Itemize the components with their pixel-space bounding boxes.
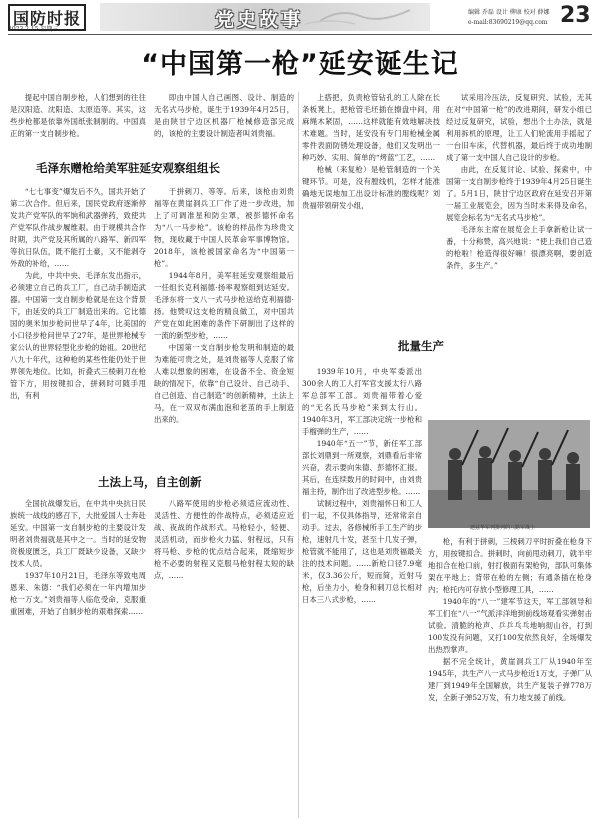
soldiers-illustration-icon [428,420,590,528]
subhead-gift: 毛泽东赠枪给美军驻延安观察组组长 [36,161,220,175]
dove-icon [300,6,420,28]
soldiers-photo [428,420,590,528]
column-divider [298,92,299,818]
column-1-body: “七七事变”爆发后不久，国共开始了第二次合作。但后来，国民党政府逐渐停发共产党军队的军饷和武器弹药，致使共产党军队作战步履维艰。由于规模共合作时期，共产党及其所属的八路军、新四军等抗日队伍，既不能打土豪，又不能剥夺外敌的补给，…… 为此，中共中央、毛泽东发出指示，必须建立自己的兵工厂，自己动手制造武器。中国第一支自制步枪就是在这个背景下，由延安的兵工厂制造出来的。它比德国的奥米加步枪问世早了4年，比美国的小口径步枪问世早了27年，是世界枪械专家公认的世界轻型化步枪的始祖。20世纪八九十年代，这种枪的某些性能仍处于世界领先地位。比如，折叠式三棱刺刀在枪管下方，用按键扣合，拼刺时可随手甩出，有利 [10,187,146,400]
column-3-lower: 1939年10月，中央军委派出300余人的工人打军官支援太行八路军总部军工部。刘贵福带着心爱的“无名氏马步枪”来到太行山。1940年3月，军工部决定统一步枪和手榴弹的生产，…… 1940年“五一”节，新任军工部部长刘鼎到一所观察，刘鼎看后非常兴奋，表示要向朱德、彭德怀汇报。其后，在连续数月的时间中，由刘贵福主持，制作出了改进型步枪。…… 试制过程中，刘贵福怀日和工人们一起，不仅具体指导，还常常亲自动手。过去，各修械所手工生产的步枪，速射几十发，甚至十几发子弹，枪管就不能用了，这也是刘贵福最关注的技术问题。……新枪口径7.9毫米，仅3.36公斤，短而简，近射马枪，后坐力小，枪身和刺刀总长相对日本三八式步枪，…… [302,367,422,604]
column-2-lower: 八路军使用的步枪必须适应流动性、灵活性、方便性的作战特点，必须适应近战、夜战的作战形式。马枪轻小，轻便、灵活机动，而步枪火力猛、射程远，只有将马枪、步枪的优点结合起来，既缩短步枪不必要的射程又克服马枪射程太短的缺点，…… [154,499,294,580]
issue-date: 2023.2.15 星期三 [8,26,59,33]
masthead [0,0,600,36]
column-1-lower: 全国抗战爆发后，在中共中央抗日民族统一战线的感召下，大批爱国人士奔赴延安。中国第一支自制步枪的主要设计发明者刘贵福就是其中之一。当时的延安物资极度匮乏，兵工厂既缺少设备，又缺少技术人员。 1937年10月21日，毛泽东等致电周恩来、朱德：“我们必须在一年内增加步枪一万支。”刘贵福等人临危受命，克服重重困难，开始了自制步枪的艰难探索…… [10,499,146,616]
editor-email: e-mail:83690219@qq.com [468,19,548,26]
header-rule [8,34,592,35]
newspaper-name: 国防时报 [8,4,86,31]
column-1-intro: 提起中国自制步枪，人们想到的往往是汉阳造、沈阳造、太原造等。其实，这些步枪都是依靠外国纸张制制的。中国真正的第一支自制步枪。 [10,93,146,138]
subhead-mass-production: 批量生产 [398,339,444,353]
section-title: 党史故事 [215,9,304,31]
article-headline: “中国第一枪”延安诞生记 [141,49,459,80]
column-3-body: 上搭把，负责枪管钻孔的工人除在长条板凳上，把枪管毛坯插在擦盘中间，用麻绳木紧固，……这样就能有效地解决技术难题。当时，延安没有专门用枪械金属零件表面防锈处理设备，他们又发明出一种巧妙、实用、简单的“烤蓝”工艺，…… 枪械（来复枪）是枪管制造的一个关键环节。可是，没有膛线机，怎样才能准确地无误地加工出设计标准的膛线呢？刘贵福带领研发小组， [302,93,440,210]
column-2-intro: 即由中国人自己画图、设计、制造的无名式马步枪，诞生于1939年4月25日，是由陕甘宁边区机器厂枪械修造部完成的，该枪的主要设计制造者叫刘贵福。 [154,93,294,138]
photo-caption: 迪兹华军列排列的八路军战士 [470,525,536,531]
column-4-lower: 枪，有利于拼刺，三棱刺刀平时折叠在枪身下方，用按键扣合。拼刺时，向前甩动刺刀，就半牢地扣合在枪口前，射打极面有架枪钩，部队可集体架在平地上；背带在枪的左侧；有通条插在枪身内；枪托内可存放小型修理工具，…… 1940年的“八一”建军节这天，军工部领导和军工们在“八一”气派洋洋地到前线场观看实弹射击试验。清脆的枪声、乒乒乓乓地响彻山谷，打到100发没有问题，又打100发依然良好，全场爆发出热烈掌声。 据不完全统计，黄崖洞兵工厂从1940年至1945年，共生产八一式马步枪近1万支，子弹厂从建厂到1949年全国解放，共生产复装子弹778万发，全新子弹52万发，有力地支援了前线。 [428,537,592,702]
column-4-body: 试采用冷压法，反复研究、试验，无其在对“中国第一枪”的改进期间，研发小组已经过反复研究，试验，想出个土办法，就是利用拆机的原理，让工人们轮流用手摇起了一台旧车床，代替机器，最后终于成功地制成了第一支中国人自己设计的步枪。 由此，在反复讨论、试验、探索中，中国第一支自制步枪终于1939年4月25日诞生了。5月1日，陕甘宁边区政府在延安召开第一届工业展览会，因为当时未来得及命名，展览会标名为“无名式马步枪”。 毛泽东主席在展览会上手拿新枪让试一番，十分称赞，高兴地说：“使上我们自己造的枪啦！枪造得很好嘛！很漂亮啊，要创造条件，多生产。” [446,93,592,270]
subhead-innovation: 土法上马，自主创新 [98,475,202,489]
column-2-body: 于拼刺刀、等等。后来，该枪由刘贵福等在黄崖洞兵工厂作了进一步改进，加上了可调准星和防尘罩，被彭德怀命名为“八一马步枪”。该枪的样品作为珍贵文物，现收藏于中国人民革命军事博物馆。2018年，该枪被国家命名为“中国第一枪”。 1944年8月，美军驻延安观察组最后一任组长克利福德·扬率观察组到达延安。毛泽东将一支八一式马步枪送给克利福德·扬。他赞叹这支枪的精良做工，对中国共产党在如此困难的条件下研制出了这样的一流的新型步枪，…… 中国第一支自制步枪发明和制造的最为难能可贵之处，是刘贵福等人克服了常人难以想象的困难，在设备不全、资金短缺的情况下，依靠“自己设计、自己动手、自己创造、自己制造”的创新精神，土法上马，在一双双布满血泡和老茧的手上制造出来的。 [154,187,294,424]
page-number: 23 [560,3,591,28]
editor-credits: 编辑 乔磊 设计 柳康 校对 薛娜 [468,9,550,16]
